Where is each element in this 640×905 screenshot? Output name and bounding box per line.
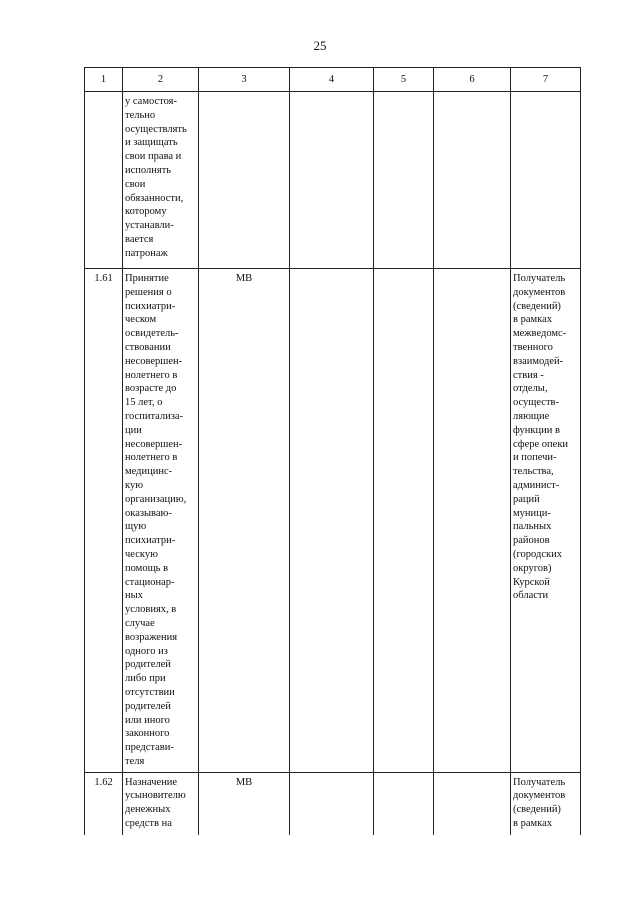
document-table xyxy=(84,67,581,835)
table-cell xyxy=(290,772,374,835)
table-cell xyxy=(434,772,511,835)
table-cell xyxy=(290,269,374,773)
recipient-cell: Получатель документов (сведений) в рамках межведомс- твенного взаимодей- ствия - отделы, осуществ- ляющие функции в сфере опеки и попечи- тельства, админист- раций муници- пальных районов (городских округов) Курской области xyxy=(511,269,581,773)
column-header: 2 xyxy=(123,68,199,92)
column-header: 3 xyxy=(199,68,290,92)
service-name-cell: Принятие решения о психиатри- ческом освидетель- ствовании несовершен- нолетнего в возрасте до 15 лет, о госпитализа- ции несовершен- нолетнего в медицинс- кую организацию, оказываю- щую психиатри- ческую помощь в стационар- ных условиях, в случае возражения одного из родителей либо при отсутствии родителей или иного законного представи- теля xyxy=(123,269,199,773)
interaction-type-cell: МВ xyxy=(199,772,290,835)
table-cell xyxy=(434,92,511,269)
interaction-type-cell: МВ xyxy=(199,269,290,773)
table-row xyxy=(85,269,581,773)
table-cell xyxy=(290,92,374,269)
page-number: 25 xyxy=(313,38,327,53)
table-row xyxy=(85,772,581,835)
table-row xyxy=(85,92,581,269)
interaction-type-cell xyxy=(199,92,290,269)
recipient-cell xyxy=(511,92,581,269)
column-header: 4 xyxy=(290,68,374,92)
table-cell xyxy=(374,92,434,269)
table-cell xyxy=(434,269,511,773)
row-number-cell: 1.62 xyxy=(85,772,123,835)
recipient-cell: Получатель документов (сведений) в рамках xyxy=(511,772,581,835)
table-cell xyxy=(374,269,434,773)
row-number-cell: 1.61 xyxy=(85,269,123,773)
row-number-cell xyxy=(85,92,123,269)
service-name-cell: Назначение усыновителю денежных средств на xyxy=(123,772,199,835)
service-name-cell: у самостоя- тельно осуществлять и защищать свои права и исполнять свои обязанности, которому устанавли- вается патронаж xyxy=(123,92,199,269)
column-header: 5 xyxy=(374,68,434,92)
column-header: 1 xyxy=(85,68,123,92)
table-cell xyxy=(374,772,434,835)
column-header: 6 xyxy=(434,68,511,92)
table-header-row xyxy=(85,68,581,92)
column-header: 7 xyxy=(511,68,581,92)
